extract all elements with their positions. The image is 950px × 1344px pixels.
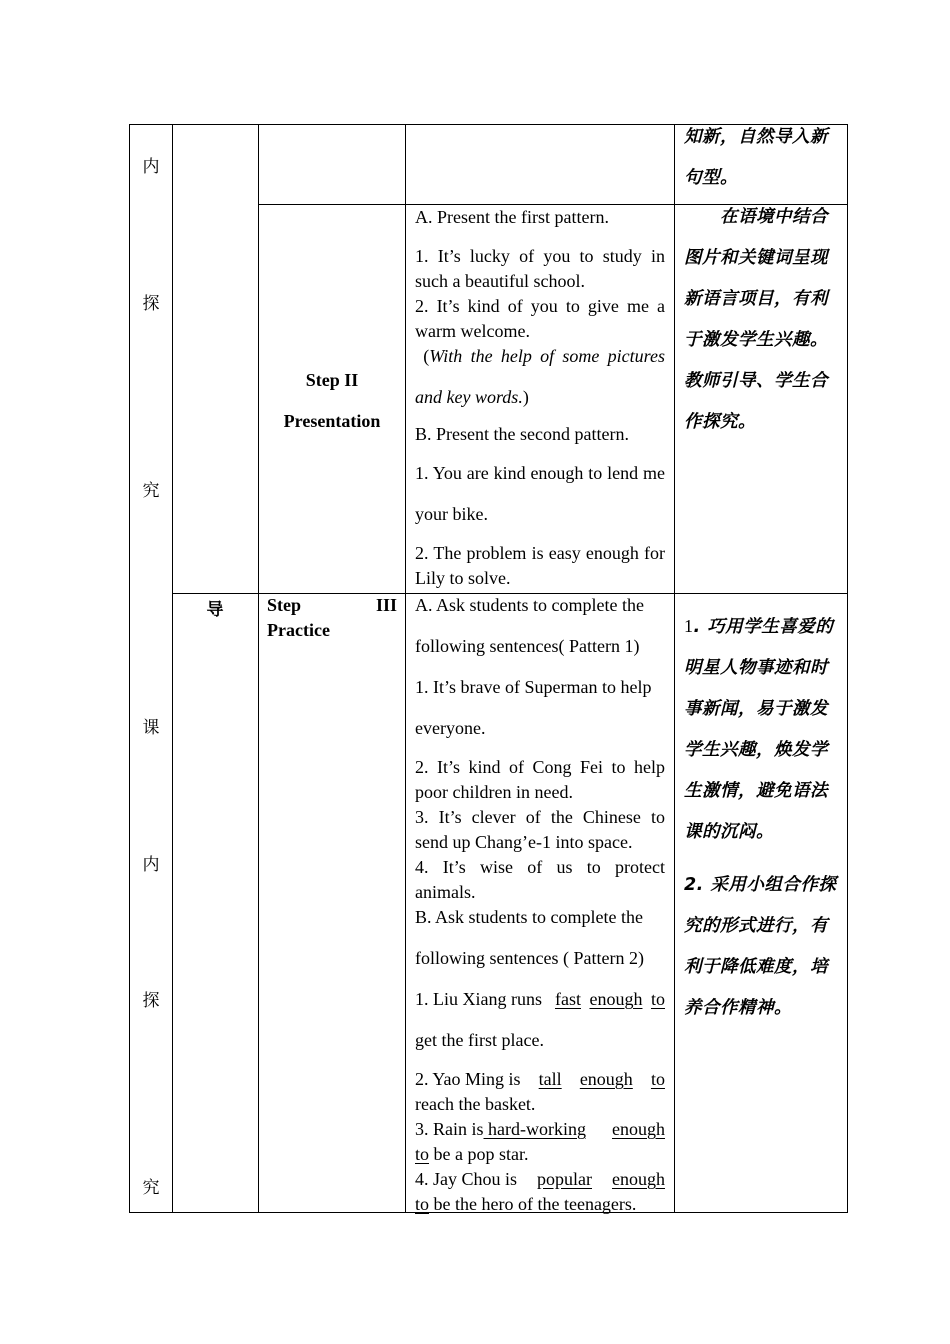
b3-pre: 3. Rain is	[415, 1119, 484, 1139]
b2-post: reach the basket.	[415, 1094, 536, 1114]
step3-number: III	[375, 595, 397, 615]
b2-to: to	[650, 1069, 665, 1089]
step3-a4: 4. It’s wise of us to protect animals.	[415, 857, 665, 902]
col-divider-1	[172, 124, 173, 1213]
b4-pre: 4. Jay Chou is	[415, 1169, 518, 1189]
step3-content	[415, 593, 665, 1217]
step3-title	[267, 593, 397, 643]
note-italic: With the help of some pictures and key words.	[415, 346, 665, 407]
step2-notes: 在语境中结合图片和关键词呈现新语言项目，有利于激发学生兴趣。教师引导、学生合作探究。	[684, 207, 828, 432]
step3-b2	[415, 1067, 665, 1117]
b3-to: to	[415, 1144, 430, 1164]
step3-a-heading: A. Ask students to complete the following sentences( Pattern 1)	[415, 595, 644, 656]
col-divider-4	[674, 124, 675, 1213]
step3-note-1	[684, 606, 842, 853]
b1-to: to	[650, 989, 665, 1009]
left-column-char: 探	[142, 294, 160, 314]
step2-content	[415, 205, 665, 591]
note1-text: . 巧用学生喜爱的明星人物事迹和时事新闻，易于激发学生兴趣，焕发学生激情，避免语法课的沉闷。	[684, 617, 834, 842]
step3-word: Step	[267, 595, 302, 615]
guide-char: 导	[206, 600, 224, 620]
left-column-char: 内	[142, 855, 160, 875]
b4-adj: popular	[537, 1169, 592, 1189]
left-column-char: 究	[142, 1178, 160, 1198]
b1-post: get the first place.	[415, 1030, 544, 1050]
b2-pre: 2. Yao Ming is	[415, 1069, 521, 1089]
b1-enough: enough	[589, 989, 643, 1009]
table-border-right	[847, 124, 848, 1213]
b4-to: to	[415, 1194, 430, 1214]
table-border-left	[129, 124, 130, 1213]
left-column-char: 内	[142, 157, 160, 177]
b3-adj: hard-working	[483, 1119, 586, 1139]
b1-pre: 1. Liu Xiang runs	[415, 989, 547, 1009]
col-divider-3	[405, 124, 406, 1213]
step3-b1	[415, 979, 665, 1061]
step2-a1: 1. It’s lucky of you to study in such a beautiful school.	[415, 246, 665, 291]
step3-a3: 3. It’s clever of the Chinese to send up Chang’e-1 into space.	[415, 807, 665, 852]
left-column-char: 究	[142, 481, 160, 501]
left-column-char: 探	[142, 991, 160, 1011]
b2-adj: tall	[538, 1069, 562, 1089]
col-divider-2	[258, 124, 259, 1213]
b2-enough: enough	[579, 1069, 633, 1089]
note1-number: 1	[684, 616, 694, 636]
note-close-paren: )	[522, 387, 529, 407]
step2-b1: 1. You are kind enough to lend me your bike.	[415, 463, 665, 524]
step3-b3	[415, 1117, 665, 1167]
step3-b4	[415, 1167, 665, 1217]
step2-name: Presentation	[283, 411, 381, 431]
left-column-char: 课	[142, 718, 160, 738]
step2-a2: 2. It’s kind of you to give me a warm welcome.	[415, 296, 665, 341]
step2-b2: 2. The problem is easy enough for Lily to solve.	[415, 543, 665, 588]
b4-enough: enough	[612, 1169, 665, 1189]
step3-b-heading: B. Ask students to complete the following sentences ( Pattern 2)	[415, 907, 644, 968]
step3-a1: 1. It’s brave of Superman to help everyone.	[415, 677, 652, 738]
b3-enough: enough	[612, 1119, 665, 1139]
step3-notes	[684, 606, 842, 1029]
b4-post: be the hero of the teenagers.	[429, 1194, 637, 1214]
row1-notes: 知新，自然导入新句型。	[684, 127, 828, 188]
step2-b-heading: B. Present the second pattern.	[415, 424, 629, 444]
b1-adj: fast	[554, 989, 581, 1009]
step2-a-note	[415, 336, 665, 418]
note-open-paren: (	[423, 346, 430, 366]
step2-label: Step II	[305, 370, 359, 390]
step3-name: Practice	[267, 620, 330, 640]
b3-post: be a pop star.	[429, 1144, 529, 1164]
step2-a-heading: A. Present the first pattern.	[415, 207, 609, 227]
step3-note-2: 2. 采用小组合作探究的形式进行，有利于降低难度，培养合作精神。	[684, 875, 837, 1018]
step2-title	[259, 360, 405, 442]
step3-a2: 2. It’s kind of Cong Fei to help poor children in need.	[415, 757, 665, 802]
